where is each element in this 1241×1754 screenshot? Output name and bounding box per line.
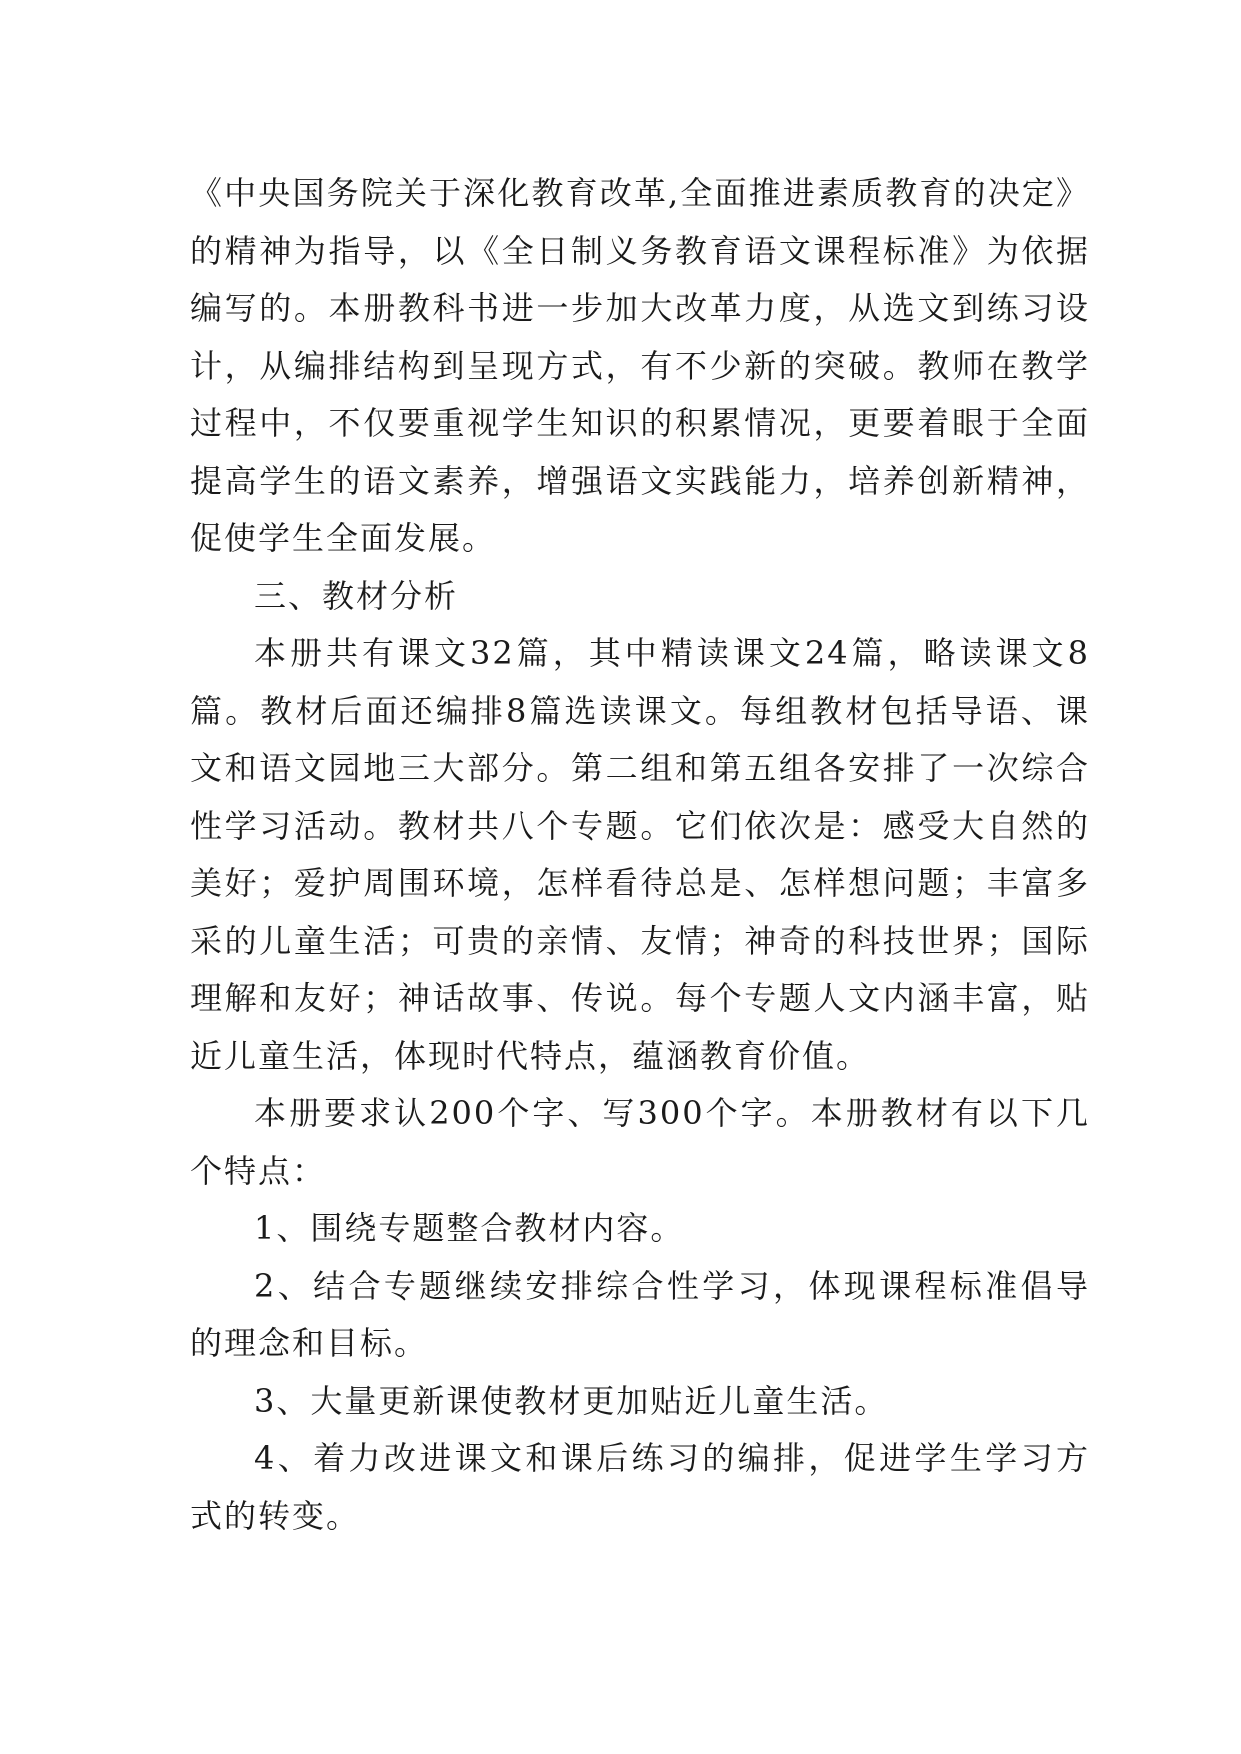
section-heading-textbook-analysis: 三、教材分析 bbox=[254, 576, 459, 615]
feature-item-4: 4、着力改进课文和课后练习的编排，促进学生学习方式的转变。 bbox=[190, 1439, 1090, 1535]
feature-item-2: 2、结合专题继续安排综合性学习，体现课程标准倡导的理念和目标。 bbox=[190, 1266, 1090, 1362]
paragraph-requirements: 本册要求认200个字、写300个字。本册教材有以下几个特点： bbox=[190, 1094, 1090, 1190]
feature-item-1: 1、围绕专题整合教材内容。 bbox=[254, 1209, 685, 1247]
paragraph-textbook-overview: 本册共有课文32篇，其中精读课文24篇，略读课文8篇。教材后面还编排8篇选读课文。每组教材包括导语、课文和语文园地三大部分。第二组和第五组各安排了一次综合性学习活动。教材共八个专题。它们依次是：感受大自然的美好；爱护周围环境，怎样看待总是、怎样想问题；丰富多采的儿童生活；可贵的亲情、友情；神奇的科技世界；国际理解和友好；神话故事、传说。每个专题人文内涵丰富，贴近儿童生活，体现时代特点，蕴涵教育价值。 bbox=[190, 634, 1090, 1075]
feature-item-3: 3、大量更新课使教材更加贴近儿童生活。 bbox=[254, 1381, 889, 1420]
document-page bbox=[190, 165, 1090, 1545]
paragraph-intro: 《中央国务院关于深化教育改革,全面推进素质教育的决定》的精神为指导，以《全日制义务教育语文课程标准》为依据编写的。本册教科书进一步加大改革力度，从选文到练习设计，从编排结构到呈现方式，有不少新的突破。教师在教学过程中，不仅要重视学生知识的积累情况，更要着眼于全面提高学生的语文素养，增强语文实践能力，培养创新精神，促使学生全面发展。 bbox=[190, 174, 1090, 557]
